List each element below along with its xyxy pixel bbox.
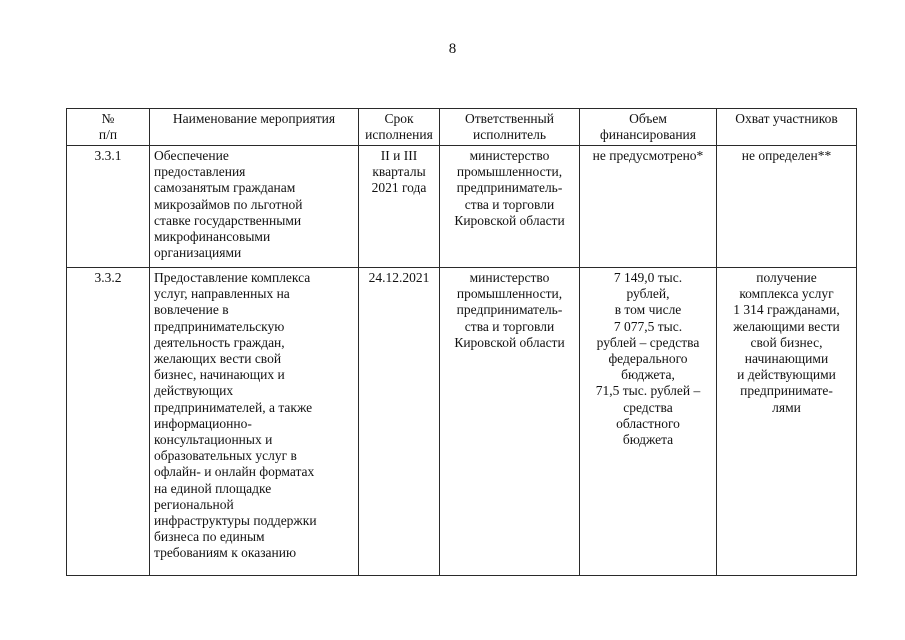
cell-text-line: Срок	[384, 111, 414, 126]
cell-text-line: промышленности,	[456, 286, 563, 302]
cell-text-line: п/п	[98, 127, 118, 143]
cell-text-line: деятельность граждан,	[154, 334, 285, 350]
cell-text-line: вовлечение в	[154, 302, 229, 318]
cell-text-line: 7 077,5 тыс.	[613, 318, 683, 334]
cell-text-line: предпринимательскую	[154, 318, 285, 334]
row-num-cell: 3.3.1	[67, 146, 150, 268]
cell-text-line: лями	[772, 399, 801, 415]
row-funding-cell	[580, 146, 717, 268]
cell-text-line: бизнеса по единым	[154, 529, 265, 545]
row-term-cell	[359, 268, 440, 576]
cell-text-line: получение	[756, 270, 817, 285]
cell-text-line: Кировской области	[454, 334, 565, 350]
table-header-row	[67, 109, 857, 146]
cell-text-line: желающих вести свой	[154, 351, 282, 367]
cell-text-line: и действующими	[737, 367, 836, 383]
cell-text-line: ства и торговли	[464, 196, 555, 212]
cell-text-line: ставке государственными	[154, 212, 302, 228]
cell-text-line: действующих	[154, 383, 234, 399]
cell-text-line: не определен**	[741, 148, 832, 163]
cell-text-line: финансирования	[600, 127, 696, 143]
row-term-cell	[359, 146, 440, 268]
cell-text-line: инфраструктуры поддержки	[154, 513, 317, 529]
cell-text-line: ства и торговли	[464, 318, 555, 334]
header-term	[359, 109, 440, 146]
cell-text-line: требованиям к оказанию	[154, 545, 297, 561]
cell-text-line: рублей – средства	[596, 334, 700, 350]
cell-text-line: бюджета,	[621, 367, 675, 383]
row-coverage-cell	[717, 146, 857, 268]
cell-text-line: бизнес, начинающих и	[154, 367, 285, 383]
cell-text-line: кварталы	[372, 164, 426, 180]
cell-text-line: II и III	[380, 148, 418, 163]
cell-text-line: Объем	[629, 111, 667, 126]
row-num-cell: 3.3.2	[67, 268, 150, 576]
table-row	[67, 268, 857, 576]
cell-text-line: начинающими	[744, 351, 829, 367]
cell-text-line: не предусмотрено*	[592, 148, 704, 163]
cell-text-line: федерального	[608, 351, 688, 367]
cell-text-line: 2021 года	[371, 180, 427, 196]
row-executor-cell	[440, 146, 580, 268]
cell-text-line: 7 149,0 тыс.	[613, 270, 683, 285]
cell-text-line: 1 314 гражданами,	[733, 302, 840, 318]
cell-text-line: предприниматель-	[456, 180, 563, 196]
row-name-cell	[150, 146, 359, 268]
cell-text-line: Ответственный	[465, 111, 554, 126]
cell-text-line: предпринимателей, а также	[154, 399, 313, 415]
cell-text-line: на единой площадке	[154, 480, 272, 496]
row-coverage-cell	[717, 268, 857, 576]
cell-text-line: средства	[623, 399, 673, 415]
header-executor	[440, 109, 580, 146]
row-funding-cell	[580, 268, 717, 576]
cell-text-line: рублей,	[626, 286, 670, 302]
cell-text-line: исполнения	[365, 127, 433, 143]
cell-text-line: предоставления	[154, 164, 246, 180]
header-funding	[580, 109, 717, 146]
cell-text-line: министерство	[469, 148, 550, 163]
cell-text-line: в том числе	[614, 302, 682, 318]
page-number: 8	[448, 41, 457, 57]
cell-text-line: Наименование мероприятия	[172, 111, 336, 126]
cell-text-line: предпринимате-	[740, 383, 833, 399]
cell-text-line: 24.12.2021	[368, 270, 430, 285]
header-name	[150, 109, 359, 146]
cell-text-line: предприниматель-	[456, 302, 563, 318]
cell-text-line: №	[101, 111, 115, 126]
cell-text-line: министерство	[469, 270, 550, 285]
cell-text-line: свой бизнес,	[750, 334, 823, 350]
cell-text-line: промышленности,	[456, 164, 563, 180]
table-row	[67, 146, 857, 268]
cell-text-line: региональной	[154, 496, 234, 512]
cell-text-line: самозанятым гражданам	[154, 180, 296, 196]
cell-text-line: услуг, направленных на	[154, 286, 290, 302]
cell-text-line: 71,5 тыс. рублей –	[595, 383, 701, 399]
cell-text-line: офлайн- и онлайн форматах	[154, 464, 315, 480]
cell-text-line: комплекса услуг	[739, 286, 834, 302]
cell-text-line: Предоставление комплекса	[154, 270, 311, 285]
cell-text-line: образовательных услуг в	[154, 448, 297, 464]
cell-text-line: желающими вести	[733, 318, 840, 334]
cell-text-line: Кировской области	[454, 212, 565, 228]
cell-text-line: Охват участников	[735, 111, 838, 126]
measures-table	[66, 108, 857, 576]
cell-text-line: областного	[616, 415, 680, 431]
row-executor-cell	[440, 268, 580, 576]
row-name-cell	[150, 268, 359, 576]
cell-text-line: информационно-	[154, 415, 252, 431]
cell-text-line: микрофинансовыми	[154, 229, 271, 245]
header-num	[67, 109, 150, 146]
cell-text-line: микрозаймов по льготной	[154, 196, 303, 212]
cell-text-line: исполнитель	[473, 127, 546, 143]
cell-text-line: Обеспечение	[154, 148, 229, 163]
header-coverage	[717, 109, 857, 146]
cell-text-line: организациями	[154, 245, 242, 261]
cell-text-line: консультационных и	[154, 432, 273, 448]
cell-text-line: бюджета	[622, 432, 674, 448]
